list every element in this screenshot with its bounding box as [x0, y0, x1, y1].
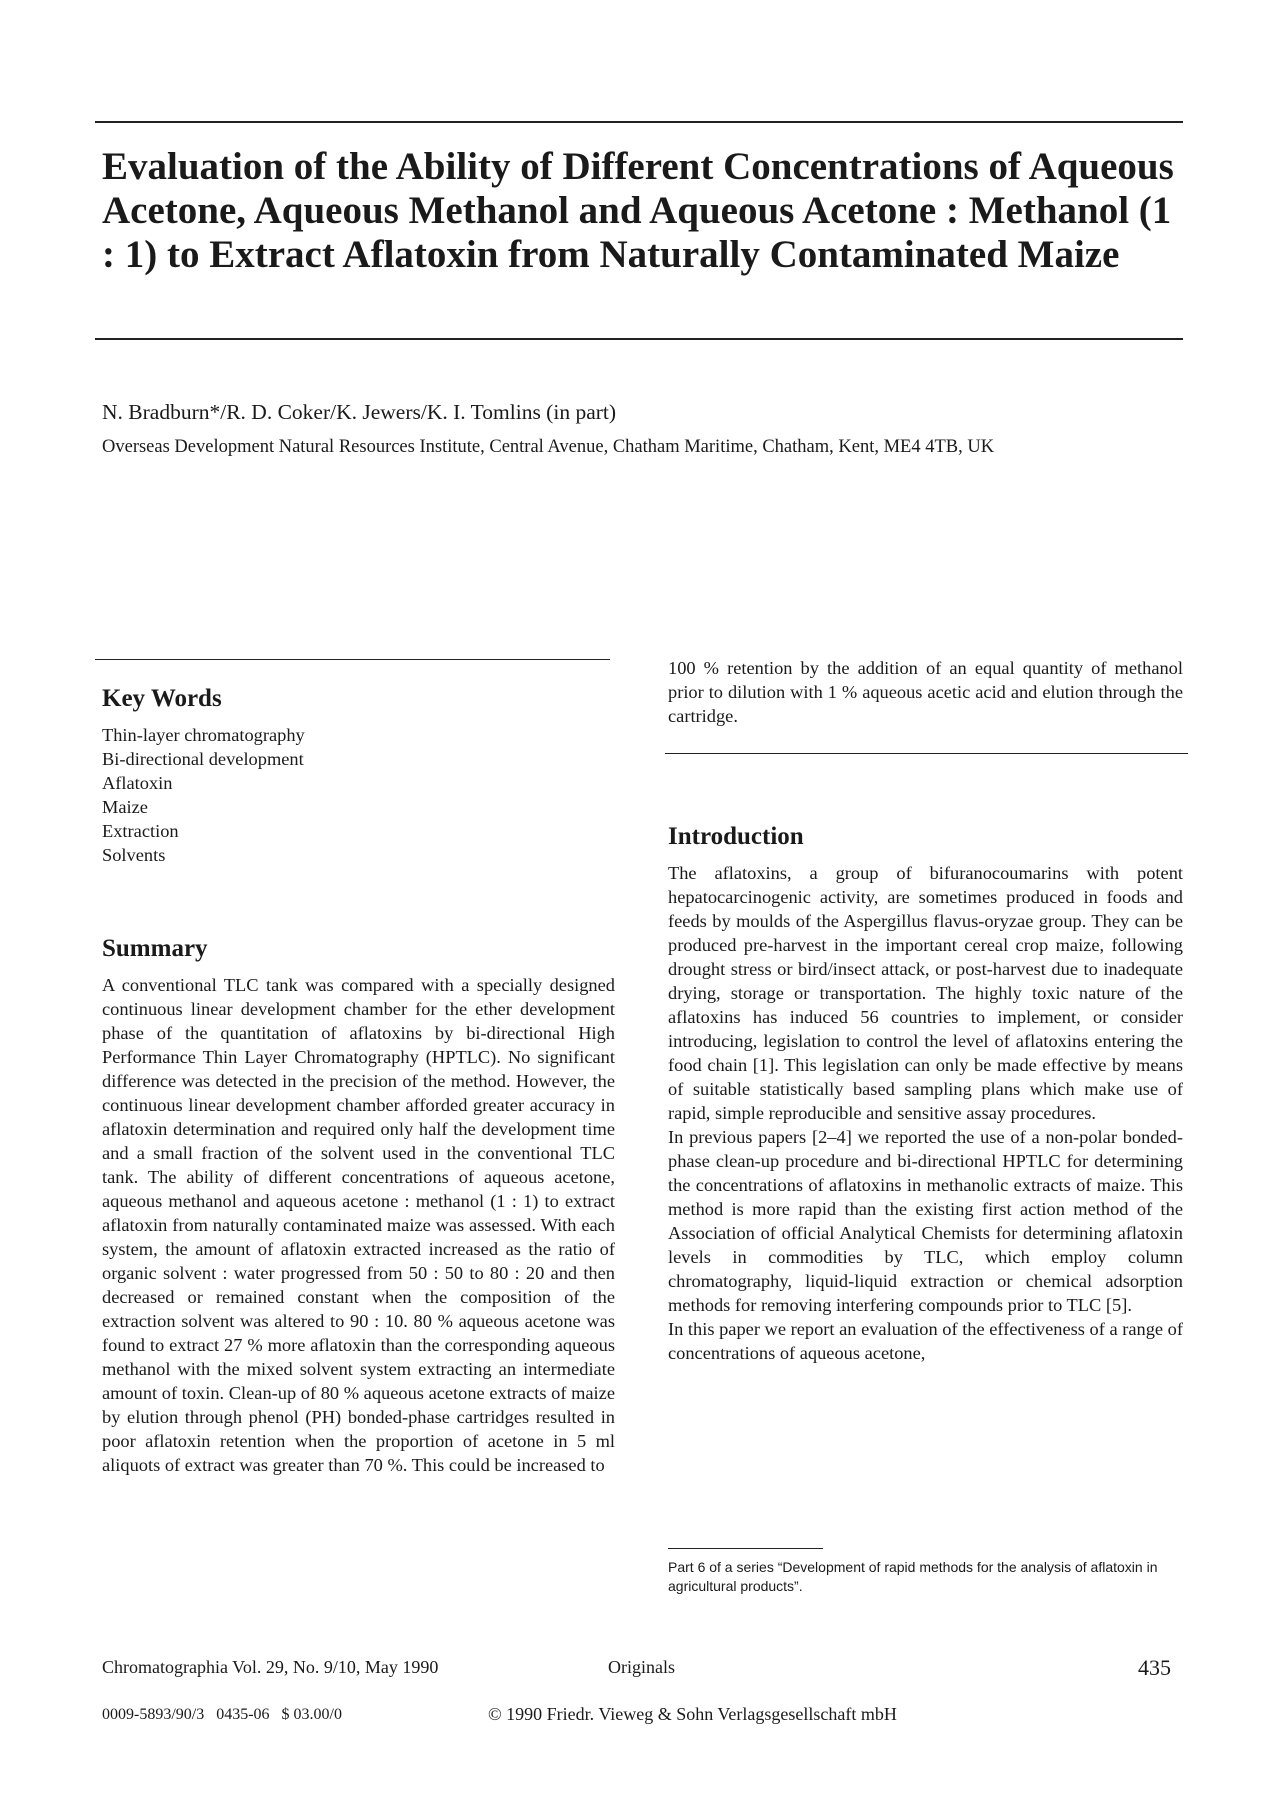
- summary-end-rule: [665, 753, 1188, 754]
- paper-title: Evaluation of the Ability of Different Concentrations of Aqueous Acetone, Aqueous Methanol and Aqueous Acetone : Methanol (1 : 1) to Extract Aflatoxin from Naturally Contaminated Maize: [102, 145, 1174, 276]
- summary-continuation-section: [668, 656, 1183, 728]
- footnote-rule: [668, 1548, 823, 1549]
- journal-citation: Chromatographia Vol. 29, No. 9/10, May 1990: [102, 1657, 439, 1677]
- article-code: 0009-5893/90/3 0435-06 $ 03.00/0: [102, 1706, 342, 1723]
- keyword-item: Bi-directional development: [102, 749, 304, 769]
- authors: N. Bradburn*/R. D. Coker/K. Jewers/K. I. Tomlins (in part): [102, 400, 617, 424]
- keyword-item: Solvents: [102, 845, 166, 865]
- footnote-section: [668, 1558, 1183, 1596]
- summary-section: [102, 935, 615, 1477]
- footnote: Part 6 of a series “Development of rapid methods for the analysis of aflatoxin in agricultural products”.: [668, 1559, 1158, 1594]
- summary-continuation: 100 % retention by the addition of an equal quantity of methanol prior to dilution with 1 % aqueous acetic acid and elution through the cartridge.: [668, 658, 1183, 726]
- keywords-top-rule: [95, 659, 610, 660]
- keyword-item: Thin-layer chromatography: [102, 725, 305, 745]
- introduction-section: [668, 823, 1183, 1365]
- keywords-heading: Key Words: [102, 685, 222, 712]
- keywords-section: [102, 685, 615, 867]
- intro-paragraph-3: In this paper we report an evaluation of the effectiveness of a range of concentrations of aqueous acetone,: [668, 1319, 1183, 1363]
- copyright: © 1990 Friedr. Vieweg & Sohn Verlagsgesellschaft mbH: [488, 1704, 897, 1724]
- introduction-heading: Introduction: [668, 823, 804, 850]
- keyword-item: Maize: [102, 797, 148, 817]
- affiliation: Overseas Development Natural Resources Institute, Central Avenue, Chatham Maritime, Chatham, Kent, ME4 4TB, UK: [102, 437, 995, 457]
- page-number: 435: [1138, 1655, 1171, 1680]
- intro-paragraph-2: In previous papers [2–4] we reported the use of a non-polar bonded-phase clean-up procedure and bi-directional HPTLC for determining the concentrations of aflatoxins in methanolic extracts of maize. This method is more rapid than the existing first action method of the Association of official Analytical Chemists for determining aflatoxin levels in commodities by TLC, which employ column chromatography, liquid-liquid extraction or chemical adsorption methods for removing interfering compounds prior to TLC [5].: [668, 1127, 1183, 1315]
- keyword-item: Aflatoxin: [102, 773, 173, 793]
- keyword-item: Extraction: [102, 821, 179, 841]
- title-top-rule: [95, 121, 1183, 123]
- summary-text: A conventional TLC tank was compared with a specially designed continuous linear development chamber for the ether development phase of the quantitation of aflatoxins by bi-directional High Performance Thin Layer Chromatography (HPTLC). No significant difference was detected in the precision of the method. However, the continuous linear development chamber afforded greater accuracy in aflatoxin determination and required only half the development time and a small fraction of the solvent used in the conventional TLC tank. The ability of different concentrations of aqueous acetone, aqueous methanol and aqueous acetone : methanol (1 : 1) to extract aflatoxin from naturally contaminated maize was assessed. With each system, the amount of aflatoxin extracted increased as the ratio of organic solvent : water progressed from 50 : 50 to 80 : 20 and then decreased or remained constant when the composition of the extraction solvent was altered to 90 : 10. 80 % aqueous acetone was found to extract 27 % more aflatoxin than the corresponding aqueous methanol with the mixed solvent system extracting an intermediate amount of toxin. Clean-up of 80 % aqueous acetone extracts of maize by elution through phenol (PH) bonded-phase cartridges resulted in poor aflatoxin retention when the proportion of acetone in 5 ml aliquots of extract was greater than 70 %. This could be increased to: [102, 975, 615, 1475]
- intro-paragraph-1: The aflatoxins, a group of bifuranocoumarins with potent hepatocarcinogenic activity, are sometimes produced in foods and feeds by moulds of the Aspergillus flavus-oryzae group. They can be produced pre-harvest in the important cereal crop maize, following drought stress or bird/insect attack, or post-harvest due to inadequate drying, storage or transportation. The highly toxic nature of the aflatoxins has induced 56 countries to implement, or consider introducing, legislation to control the level of aflatoxins entering the food chain [1]. This legislation can only be made effective by means of suitable statistically based sampling plans which make use of rapid, simple reproducible and sensitive assay procedures.: [668, 863, 1183, 1123]
- keywords-list: [102, 723, 615, 867]
- section-label: Originals: [608, 1657, 675, 1677]
- title-bottom-rule: [95, 338, 1183, 340]
- summary-heading: Summary: [102, 935, 208, 962]
